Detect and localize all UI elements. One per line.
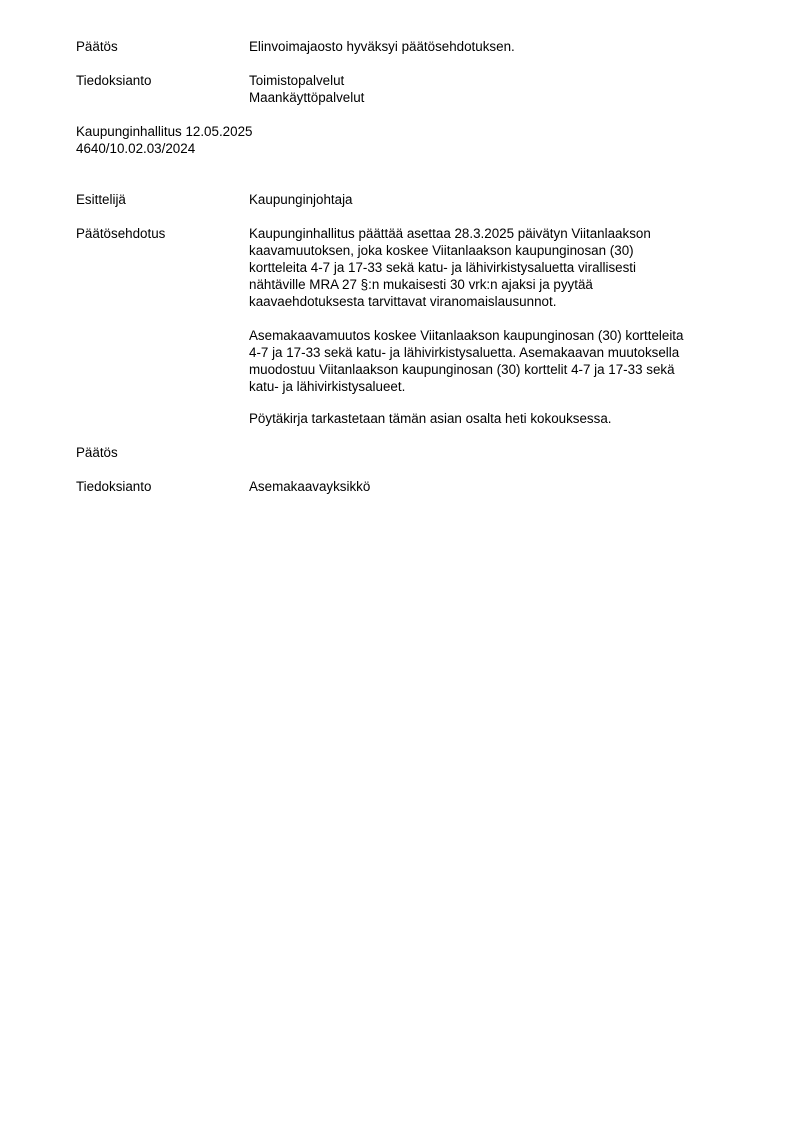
text-line: Pöytäkirja tarkastetaan tämän asian osalta heti kokouksessa.	[249, 411, 612, 426]
text-line: Asemakaavamuutos koskee Viitanlaakson kaupunginosan (30) kortteleita	[249, 328, 684, 343]
text-line: kortteleita 4-7 ja 17-33 sekä katu- ja lähivirkistysaluetta virallisesti	[249, 260, 637, 275]
text-line: katu- ja lähivirkistysalueet.	[249, 379, 406, 394]
text-line: kaavaehdotuksesta tarvittavat viranomaislausunnot.	[249, 294, 557, 309]
meeting-title: Kaupunginhallitus 12.05.2025	[76, 124, 253, 139]
notification-value: Asemakaavayksikkö	[249, 479, 371, 494]
presenter-value: Kaupunginjohtaja	[249, 192, 353, 207]
spacer	[249, 395, 736, 410]
notification-label: Tiedoksianto	[76, 479, 152, 494]
spacer	[76, 208, 736, 225]
previous-notification-row	[76, 72, 736, 106]
recipient-line: Maankäyttöpalvelut	[249, 90, 365, 105]
spacer	[76, 55, 736, 72]
proposal-paragraph-1	[249, 225, 736, 310]
proposal-text	[249, 225, 736, 427]
text-line: kaavamuutoksen, joka koskee Viitanlaakson kaupunginosan (30)	[249, 243, 634, 258]
meeting-reference: 4640/10.02.03/2024	[76, 141, 196, 156]
spacer	[76, 106, 736, 123]
text-line: nähtäville MRA 27 §:n mukaisesti 30 vrk:n ajaksi ja pyytää	[249, 277, 593, 292]
proposal-paragraph-2	[249, 327, 736, 395]
recipient-line: Toimistopalvelut	[249, 73, 345, 88]
decision-label: Päätös	[76, 445, 118, 460]
document-page	[76, 38, 736, 495]
text-line: 4-7 ja 17-33 sekä katu- ja lähivirkistysaluetta. Asemakaavan muutoksella	[249, 345, 680, 360]
decision-row	[76, 444, 736, 461]
spacer	[76, 157, 736, 191]
spacer	[249, 310, 736, 327]
notification-row	[76, 478, 736, 495]
previous-decision-text: Elinvoimajaosto hyväksyi päätösehdotuksen.	[249, 39, 515, 54]
meeting-header	[76, 123, 736, 157]
proposal-label: Päätösehdotus	[76, 226, 166, 241]
presenter-label: Esittelijä	[76, 192, 126, 207]
previous-decision-row	[76, 38, 736, 55]
presenter-row	[76, 191, 736, 208]
text-line: muodostuu Viitanlaakson kaupunginosan (30) korttelit 4-7 ja 17-33 sekä	[249, 362, 675, 377]
previous-decision-label: Päätös	[76, 39, 118, 54]
spacer	[76, 461, 736, 478]
previous-notification-recipients	[249, 72, 736, 106]
proposal-row	[76, 225, 736, 427]
spacer	[76, 427, 736, 444]
proposal-paragraph-3	[249, 410, 736, 427]
previous-notification-label: Tiedoksianto	[76, 73, 152, 88]
text-line: Kaupunginhallitus päättää asettaa 28.3.2025 päivätyn Viitanlaakson	[249, 226, 651, 241]
